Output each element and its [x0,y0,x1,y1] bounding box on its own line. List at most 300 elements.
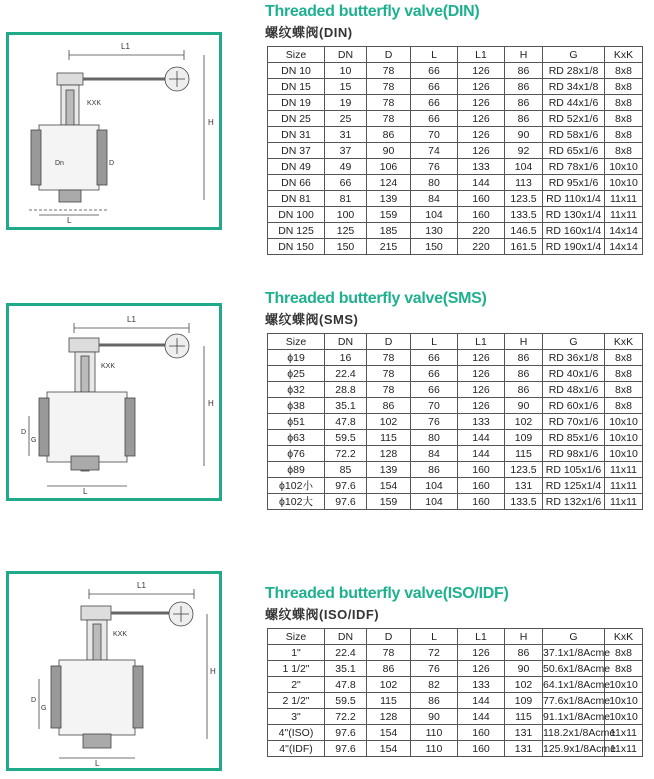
table-cell: 66 [411,111,458,127]
table-cell: 82 [411,677,458,693]
column-header: H [505,47,543,63]
table-cell: 139 [367,462,411,478]
table-cell: RD 52x1/6 [543,111,605,127]
table-cell: 86 [505,350,543,366]
label-l1: L1 [127,315,136,324]
table-row [268,462,643,478]
table-cell: 126 [458,398,505,414]
column-header: H [505,629,543,645]
table-cell: 154 [367,725,411,741]
table-cell: 90 [505,398,543,414]
table-cell: RD 95x1/6 [543,175,605,191]
table-cell: ϕ51 [268,414,325,430]
table-cell: 133 [458,159,505,175]
table-cell: 47.8 [325,414,367,430]
table-cell: 78 [367,111,411,127]
valve-schematic [9,35,219,227]
table-cell: 100 [325,207,367,223]
table-cell: 11x11 [605,478,643,494]
table-cell: 74 [411,143,458,159]
table-cell: 126 [458,127,505,143]
column-header: G [543,629,605,645]
table-cell: 123.5 [505,462,543,478]
table-cell: 144 [458,446,505,462]
table-row [268,661,643,677]
table-cell: 11x11 [605,207,643,223]
table-cell: 115 [505,709,543,725]
table-cell: 104 [505,159,543,175]
valve-drawing-din [6,32,222,230]
table-cell: ϕ38 [268,398,325,414]
table-cell: 25 [325,111,367,127]
table-row [268,725,643,741]
table-row [268,398,643,414]
column-header: Size [268,334,325,350]
table-cell: 80 [411,175,458,191]
table-cell: 104 [411,478,458,494]
table-cell: 11x11 [605,725,643,741]
table-cell: 97.6 [325,725,367,741]
table-cell: DN 100 [268,207,325,223]
table-cell: 1" [268,645,325,661]
table-cell: 90 [411,709,458,725]
table-cell: ϕ19 [268,350,325,366]
table-cell: 4"(ISO) [268,725,325,741]
label-l1: L1 [137,581,146,590]
table-cell: 150 [325,239,367,255]
table-cell: 8x8 [605,111,643,127]
table-cell: 160 [458,478,505,494]
valve-drawing-sms [6,303,222,501]
table-row [268,191,643,207]
table-cell: RD 40x1/6 [543,366,605,382]
table-cell: 86 [505,382,543,398]
table-row [268,239,643,255]
table-cell: 72.2 [325,446,367,462]
table-cell: 80 [411,430,458,446]
table-cell: 86 [411,462,458,478]
table-cell: 76 [411,661,458,677]
table-cell: RD 78x1/6 [543,159,605,175]
table-cell: 8x8 [605,63,643,79]
table-row [268,693,643,709]
table-cell: 126 [458,382,505,398]
table-cell: 8x8 [605,127,643,143]
table-cell: 86 [505,63,543,79]
table-cell: 8x8 [605,79,643,95]
column-header: KxK [605,334,643,350]
table-cell: 66 [411,350,458,366]
spec-table-sms [267,333,643,510]
column-header: L [411,629,458,645]
table-cell: 102 [505,677,543,693]
table-cell: 4"(IDF) [268,741,325,757]
table-cell: 81 [325,191,367,207]
table-cell: 16 [325,350,367,366]
table-cell: 130 [411,223,458,239]
table-cell: RD 98x1/6 [543,446,605,462]
table-cell: 110 [411,741,458,757]
column-header: DN [325,334,367,350]
table-cell: 126 [458,111,505,127]
table-cell: 76 [411,159,458,175]
table-cell: 8x8 [605,382,643,398]
label-kxk: KXK [101,363,116,370]
table-cell: DN 15 [268,79,325,95]
table-cell: RD 70x1/6 [543,414,605,430]
column-header: L [411,334,458,350]
table-row [268,494,643,510]
table-cell: 109 [505,430,543,446]
table-cell: 97.6 [325,478,367,494]
column-header: Size [268,629,325,645]
table-cell: 131 [505,478,543,494]
table-cell: 144 [458,709,505,725]
table-cell: 86 [505,645,543,661]
table-cell: ϕ102大 [268,494,325,510]
table-cell: 97.6 [325,741,367,757]
table-cell: 11x11 [605,741,643,757]
table-cell: 133 [458,677,505,693]
table-cell: 126 [458,661,505,677]
table-cell: 10x10 [605,414,643,430]
table-cell: 10 [325,63,367,79]
table-cell: 2 1/2" [268,693,325,709]
table-cell: 8x8 [605,645,643,661]
table-cell: 19 [325,95,367,111]
table-cell: 64.1x1/8Acme [543,678,611,691]
table-row [268,127,643,143]
label-l: L [67,216,72,225]
table-cell: 126 [458,143,505,159]
table-cell: DN 10 [268,63,325,79]
table-cell: RD 58x1/6 [543,127,605,143]
table-cell: RD 48x1/6 [543,382,605,398]
column-header: G [543,47,605,63]
table-cell: 126 [458,95,505,111]
table-cell: 150 [411,239,458,255]
table-cell: RD 130x1/4 [543,207,605,223]
label-l1: L1 [121,42,130,51]
table-cell: DN 66 [268,175,325,191]
table-cell: 78 [367,350,411,366]
table-cell: 28.8 [325,382,367,398]
table-cell: 11x11 [605,494,643,510]
column-header: DN [325,47,367,63]
table-cell: 37 [325,143,367,159]
table-cell: ϕ25 [268,366,325,382]
column-header: L1 [458,47,505,63]
table-cell: 84 [411,446,458,462]
table-row [268,709,643,725]
table-cell: 77.6x1/8Acme [543,694,611,707]
table-header-row [268,334,643,350]
table-row [268,143,643,159]
table-row [268,350,643,366]
table-cell: 78 [367,366,411,382]
table-cell: 126 [458,79,505,95]
table-cell: 90 [505,661,543,677]
table-cell: 66 [411,63,458,79]
table-cell: RD 125x1/4 [543,478,605,494]
table-cell: 8x8 [605,143,643,159]
table-cell: 126 [458,366,505,382]
table-cell: 86 [505,79,543,95]
table-cell: 10x10 [605,709,643,725]
table-cell: RD 105x1/6 [543,462,605,478]
table-cell: 78 [367,79,411,95]
table-cell: 160 [458,494,505,510]
table-cell: 144 [458,430,505,446]
table-cell: 126 [458,63,505,79]
table-cell: 144 [458,175,505,191]
table-header-row [268,629,643,645]
table-cell: DN 125 [268,223,325,239]
table-cell: 10x10 [605,693,643,709]
table-cell: 49 [325,159,367,175]
table-cell: RD 110x1/4 [543,191,605,207]
table-cell: 8x8 [605,350,643,366]
table-cell: 215 [367,239,411,255]
column-header: G [543,334,605,350]
table-cell: 90 [367,143,411,159]
table-cell: 128 [367,709,411,725]
table-cell: RD 190x1/4 [543,239,605,255]
table-cell: 160 [458,191,505,207]
table-cell: RD 60x1/6 [543,398,605,414]
table-cell: 15 [325,79,367,95]
column-header: D [367,334,411,350]
table-cell: 3" [268,709,325,725]
spec-table-din [267,46,643,255]
table-cell: 14x14 [605,239,643,255]
table-cell: 118.2x1/8Acme [543,726,616,739]
table-cell: 11x11 [605,462,643,478]
table-cell: RD 132x1/6 [543,494,605,510]
table-cell: 124 [367,175,411,191]
table-cell: 128 [367,446,411,462]
table-cell: 146.5 [505,223,543,239]
section-title-en: Threaded butterfly valve(DIN) [265,3,480,20]
table-cell: 84 [411,191,458,207]
table-row [268,382,643,398]
label-h: H [208,118,214,127]
table-cell: 102 [367,677,411,693]
column-header: KxK [605,47,643,63]
table-cell: 97.6 [325,494,367,510]
table-cell: 86 [367,127,411,143]
table-cell: 133.5 [505,207,543,223]
table-cell: 37.1x1/8Acme [543,646,611,659]
table-cell: 22.4 [325,645,367,661]
label-d: D [31,697,37,704]
section-title-cn: 螺纹蝶阀(DIN) [265,25,353,40]
table-cell: 86 [505,111,543,127]
table-cell: 104 [411,494,458,510]
table-cell: 70 [411,127,458,143]
table-cell: 10x10 [605,677,643,693]
table-cell: 1 1/2" [268,661,325,677]
table-cell: 78 [367,95,411,111]
table-row [268,223,643,239]
spec-table-iso-idf [267,628,643,757]
table-cell: 104 [411,207,458,223]
table-cell: RD 85x1/6 [543,430,605,446]
table-cell: RD 160x1/4 [543,223,605,239]
table-cell: 66 [411,95,458,111]
table-cell: DN 150 [268,239,325,255]
label-l: L [83,487,88,496]
label-h: H [208,399,214,408]
column-header: D [367,629,411,645]
table-cell: 90 [505,127,543,143]
table-cell: 78 [367,63,411,79]
table-cell: DN 25 [268,111,325,127]
table-cell: 8x8 [605,366,643,382]
table-cell: 123.5 [505,191,543,207]
table-cell: 59.5 [325,430,367,446]
table-cell: 66 [411,79,458,95]
column-header: H [505,334,543,350]
table-cell: 115 [367,430,411,446]
table-cell: RD 28x1/8 [543,63,605,79]
table-cell: 78 [367,382,411,398]
table-cell: 72.2 [325,709,367,725]
table-cell: 8x8 [605,661,643,677]
table-header-row [268,47,643,63]
table-cell: 115 [505,446,543,462]
table-row [268,366,643,382]
table-cell: 22.4 [325,366,367,382]
table-row [268,63,643,79]
table-cell: 35.1 [325,661,367,677]
table-cell: 10x10 [605,430,643,446]
table-row [268,430,643,446]
column-header: L [411,47,458,63]
table-cell: 66 [411,382,458,398]
table-cell: 70 [411,398,458,414]
table-cell: 139 [367,191,411,207]
table-cell: 106 [367,159,411,175]
table-cell: 59.5 [325,693,367,709]
table-cell: 154 [367,741,411,757]
table-cell: 66 [411,366,458,382]
label-l: L [95,759,100,768]
table-row [268,446,643,462]
table-cell: DN 19 [268,95,325,111]
table-cell: 35.1 [325,398,367,414]
table-cell: RD 34x1/8 [543,79,605,95]
table-cell: 10x10 [605,446,643,462]
label-dn: Dn [55,160,64,167]
table-row [268,414,643,430]
table-cell: ϕ63 [268,430,325,446]
table-cell: 126 [458,645,505,661]
table-cell: 10x10 [605,175,643,191]
table-cell: 72 [411,645,458,661]
table-cell: ϕ102小 [268,478,325,494]
table-cell: 76 [411,414,458,430]
valve-schematic [9,574,219,768]
table-cell: 159 [367,207,411,223]
section-title-en: Threaded butterfly valve(ISO/IDF) [265,585,509,602]
table-cell: 11x11 [605,191,643,207]
table-cell: 86 [505,95,543,111]
table-cell: 115 [367,693,411,709]
table-cell: 109 [505,693,543,709]
table-cell: DN 49 [268,159,325,175]
table-cell: 159 [367,494,411,510]
table-cell: RD 65x1/6 [543,143,605,159]
table-cell: 131 [505,725,543,741]
table-row [268,741,643,757]
table-row [268,645,643,661]
table-cell: 47.8 [325,677,367,693]
table-cell: 50.6x1/8Acme [543,662,611,675]
table-cell: 220 [458,223,505,239]
table-row [268,207,643,223]
table-cell: RD 44x1/6 [543,95,605,111]
column-header: KxK [605,629,643,645]
table-cell: 133 [458,414,505,430]
table-cell: 110 [411,725,458,741]
table-cell: 125.9x1/8Acme [543,742,616,755]
table-cell: 160 [458,462,505,478]
table-cell: DN 81 [268,191,325,207]
table-cell: 85 [325,462,367,478]
column-header: DN [325,629,367,645]
table-cell: 86 [505,366,543,382]
table-cell: 66 [325,175,367,191]
table-cell: ϕ89 [268,462,325,478]
table-cell: ϕ76 [268,446,325,462]
table-cell: 154 [367,478,411,494]
label-kxk: KXK [113,631,128,638]
label-d: D [21,429,27,436]
section-title-en: Threaded butterfly valve(SMS) [265,290,487,307]
label-d: D [109,160,115,167]
table-cell: 160 [458,207,505,223]
table-row [268,175,643,191]
table-cell: DN 31 [268,127,325,143]
table-row [268,677,643,693]
table-cell: 113 [505,175,543,191]
table-cell: 160 [458,725,505,741]
table-cell: 131 [505,741,543,757]
valve-schematic [9,306,219,498]
table-cell: 102 [505,414,543,430]
table-cell: ϕ32 [268,382,325,398]
table-cell: 133.5 [505,494,543,510]
table-cell: 144 [458,693,505,709]
table-cell: 161.5 [505,239,543,255]
table-cell: 86 [367,398,411,414]
table-cell: 14x14 [605,223,643,239]
table-row [268,111,643,127]
column-header: Size [268,47,325,63]
table-cell: 125 [325,223,367,239]
section-title-cn: 螺纹蝶阀(SMS) [265,312,359,327]
table-row [268,79,643,95]
table-cell: 91.1x1/8Acme [543,710,611,723]
label-g: G [41,705,47,712]
table-cell: 2" [268,677,325,693]
section-title-cn: 螺纹蝶阀(ISO/IDF) [265,607,380,622]
valve-drawing-iso-idf [6,571,222,771]
table-row [268,159,643,175]
column-header: L1 [458,629,505,645]
table-cell: 86 [411,693,458,709]
